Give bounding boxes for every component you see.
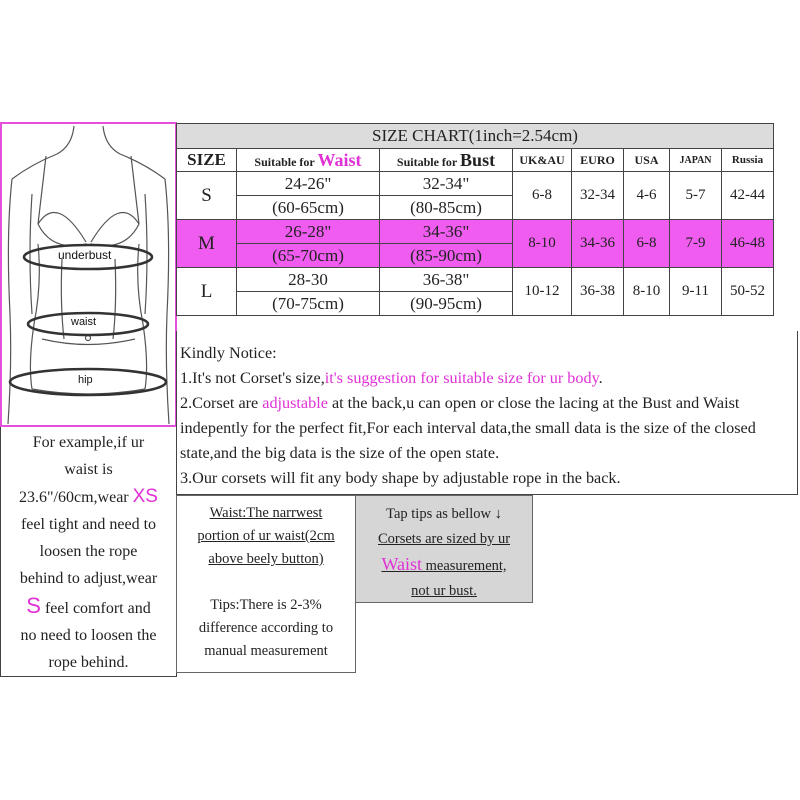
waist-definition-line: Waist:The narrwest xyxy=(209,505,323,521)
waist-cm-cell: (65-70cm) xyxy=(237,244,380,268)
example-line: loosen the rope xyxy=(39,543,138,560)
notice-text: at the back,u can open or close the lacing at the Bust and Waist indepently for the perfect fit,For each interval data,the small data is the size of the closed state,and the big data is the size of the open state. xyxy=(180,394,756,462)
usa-cell: 6-8 xyxy=(624,220,670,268)
header-waist xyxy=(237,149,380,172)
bust-cm-cell: (80-85cm) xyxy=(380,196,513,220)
example-line: rope behind. xyxy=(48,654,129,671)
table-row xyxy=(177,172,774,196)
header-waist-word: Waist xyxy=(317,149,362,170)
header-size: SIZE xyxy=(177,149,237,172)
measurement-tip-line: manual measurement xyxy=(204,643,328,659)
tap-tips-line: Corsets are sized by ur xyxy=(377,531,511,547)
usa-cell: 4-6 xyxy=(624,172,670,220)
header-bust-word: Bust xyxy=(460,149,496,170)
euro-cell: 34-36 xyxy=(572,220,624,268)
japan-cell: 5-7 xyxy=(670,172,722,220)
size-chart-table xyxy=(176,123,774,316)
header-waist-prefix: Suitable for xyxy=(254,154,318,169)
example-line: no need to loosen the xyxy=(20,627,157,644)
size-chart-title: SIZE CHART(1inch=2.54cm) xyxy=(177,124,774,149)
size-xs-highlight: XS xyxy=(132,486,158,507)
example-note xyxy=(0,427,177,677)
waist-definition-line: portion of ur waist(2cm xyxy=(197,528,335,544)
waist-inch-cell: 24-26" xyxy=(237,172,380,196)
header-japan: JAPAN xyxy=(670,149,722,172)
kindly-notice xyxy=(176,331,798,495)
waist-inch-cell: 26-28" xyxy=(237,220,380,244)
waist-highlight: Waist xyxy=(381,554,422,574)
notice-text: 2.Corset are xyxy=(180,394,263,412)
example-line: feel tight and need to xyxy=(20,516,157,533)
tap-tips-line: not ur bust. xyxy=(411,583,477,599)
bust-inch-cell: 34-36" xyxy=(380,220,513,244)
waist-definition-line: above beely button) xyxy=(208,551,324,567)
waist-cm-cell: (60-65cm) xyxy=(237,196,380,220)
notice-point-1 xyxy=(180,366,797,391)
notice-text: . xyxy=(598,369,603,387)
example-text: feel comfort and xyxy=(40,600,151,617)
measurement-tip-line: Tips:There is 2-3% xyxy=(210,597,322,613)
notice-heading: Kindly Notice: xyxy=(180,344,277,362)
header-ukau: UK&AU xyxy=(513,149,572,172)
header-bust xyxy=(380,149,513,172)
example-line: For example,if ur xyxy=(32,434,145,451)
ukau-cell: 8-10 xyxy=(513,220,572,268)
body-measurement-figure xyxy=(0,122,177,427)
waist-label: waist xyxy=(71,316,97,328)
notice-highlight: it's suggestion for suitable size for ur body xyxy=(324,369,599,387)
russia-cell: 46-48 xyxy=(722,220,774,268)
tap-tips-line xyxy=(356,552,532,579)
ukau-cell: 6-8 xyxy=(513,172,572,220)
notice-point-3: 3.Our corsets will fit any body shape by adjustable rope in the back. xyxy=(180,469,621,487)
example-text: 23.6"/60cm,wear xyxy=(19,489,133,506)
underbust-label: underbust xyxy=(58,248,112,262)
russia-cell: 42-44 xyxy=(722,172,774,220)
usa-cell: 8-10 xyxy=(624,268,670,316)
euro-cell: 32-34 xyxy=(572,172,624,220)
header-euro: EURO xyxy=(572,149,624,172)
header-usa: USA xyxy=(624,149,670,172)
bust-cm-cell: (85-90cm) xyxy=(380,244,513,268)
bust-inch-cell: 32-34" xyxy=(380,172,513,196)
notice-text: 1.It's not Corset's size, xyxy=(180,369,325,387)
japan-cell: 7-9 xyxy=(670,220,722,268)
tap-tips-box xyxy=(355,495,533,603)
ukau-cell: 10-12 xyxy=(513,268,572,316)
example-line: behind to adjust,wear xyxy=(19,570,158,587)
table-row xyxy=(177,268,774,292)
size-cell: M xyxy=(177,220,237,268)
example-line xyxy=(1,592,176,622)
notice-point-2 xyxy=(180,391,797,466)
header-bust-prefix: Suitable for xyxy=(396,154,461,169)
tap-tips-heading: Tap tips as bellow ↓ xyxy=(386,506,502,522)
bust-cm-cell: (90-95cm) xyxy=(380,292,513,316)
table-row-highlighted xyxy=(177,220,774,244)
example-line: waist is xyxy=(64,461,113,478)
waist-cm-cell: (70-75cm) xyxy=(237,292,380,316)
russia-cell: 50-52 xyxy=(722,268,774,316)
size-cell: S xyxy=(177,172,237,220)
measurement-tip-line: difference according to xyxy=(198,620,334,636)
euro-cell: 36-38 xyxy=(572,268,624,316)
size-cell: L xyxy=(177,268,237,316)
tap-tips-text: measurement, xyxy=(421,558,507,574)
bust-inch-cell: 36-38" xyxy=(380,268,513,292)
example-line xyxy=(1,483,176,511)
header-russia: Russia xyxy=(722,149,774,172)
hip-label: hip xyxy=(78,374,93,386)
waist-inch-cell: 28-30 xyxy=(237,268,380,292)
waist-definition-box xyxy=(176,495,356,673)
size-s-highlight: S xyxy=(26,593,41,618)
japan-cell: 9-11 xyxy=(670,268,722,316)
notice-highlight: adjustable xyxy=(262,394,328,412)
